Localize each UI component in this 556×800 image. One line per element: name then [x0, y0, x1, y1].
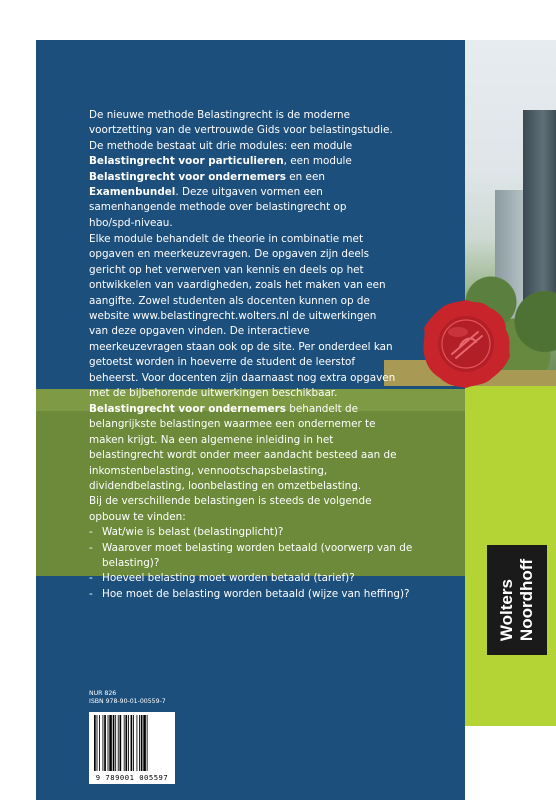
modules-line: beheerst. Voor docenten zijn daarnaast nog extra opgaven: [89, 371, 396, 384]
list-item: - Hoe moet de belasting worden betaald (wijze van heffing)?: [89, 587, 429, 602]
ondernemers-line: belangrijkste belastingen waarmee een ondernemer te: [89, 418, 376, 431]
ondernemers-line: maken krijgt. Na een algemene inleiding in het: [89, 433, 334, 446]
ondernemers-line: belastingrecht wordt onder meer aandacht besteed aan de: [89, 449, 397, 462]
modules-line: met de bijbehorende uitwerkingen beschikbaar.: [89, 387, 338, 400]
modules-line: meerkeuzevragen staan ook op de site. Per onderdeel kan: [89, 340, 393, 353]
book-meta: [89, 690, 166, 706]
barcode-icon: [89, 712, 175, 784]
modules-line: getoetst worden in hoeverre de student de leerstof: [89, 356, 356, 369]
list-item: - Hoeveel belasting moet worden betaald (tarief)?: [89, 571, 429, 586]
modules-line: van deze opgaven vinden. De interactieve: [89, 325, 310, 338]
intro-line: voortzetting van de vertrouwde Gids voor belastingstudie.: [89, 124, 393, 137]
modules-line: website www.belastingrecht.wolters.nl de uitwerkingen: [89, 310, 377, 323]
modules-line: gericht op het verwerven van kennis en deels op het: [89, 263, 364, 276]
intro-line: De nieuwe methode Belastingrecht is de moderne: [89, 109, 351, 121]
barcode-number: 9 789001 005597: [95, 773, 169, 782]
intro-line: De methode bestaat uit drie modules: een module: [89, 139, 353, 152]
intro-paragraph: [89, 108, 429, 231]
intro-line: samenhangende methode over belastingrecht op: [89, 201, 347, 214]
publisher-logo: [497, 559, 537, 641]
ondernemers-text: behandelt de: [285, 403, 359, 415]
module-particulieren: Belastingrecht voor particulieren: [89, 155, 284, 168]
module-examenbundel: Examenbundel: [89, 186, 176, 199]
modules-line: Elke module behandelt de theorie in combinatie met: [89, 233, 364, 245]
book-title: Belastingrecht voor ondernemers: [89, 403, 286, 415]
logo-line: Noordhoff: [517, 558, 536, 642]
ondernemers-line: opbouw te vinden:: [89, 510, 186, 523]
nur-code: NUR 826: [89, 690, 117, 697]
ondernemers-line: inkomstenbelasting, vennootschapsbelasting,: [89, 464, 328, 477]
barcode-bars: [93, 715, 171, 771]
intro-line: hbo/spd-niveau.: [89, 216, 173, 229]
ondernemers-line: dividendbelasting, loonbelasting en omzetbelasting.: [89, 480, 362, 493]
intro-text: , een module: [283, 155, 352, 168]
list-item: - Waarover moet belasting worden betaald (voorwerp van de belasting)?: [89, 541, 429, 572]
list-item: - Wat/wie is belast (belastingplicht)?: [89, 525, 429, 540]
modules-line: aangifte. Zowel studenten als docenten kunnen op de: [89, 294, 370, 307]
structure-list: [89, 525, 429, 602]
intro-text: en een: [285, 170, 325, 183]
wax-seal-icon: [420, 298, 512, 390]
modules-line: opgaven en meerkeuzevragen. De opgaven zijn deels: [89, 248, 370, 261]
ondernemers-line: Bij de verschillende belastingen is steeds de volgende: [89, 495, 372, 508]
logo-line: Wolters: [497, 579, 516, 642]
module-ondernemers: Belastingrecht voor ondernemers: [89, 170, 286, 183]
modules-paragraph: [89, 232, 429, 401]
modules-line: ontwikkelen van vaardigheden, zoals het maken van een: [89, 279, 386, 292]
intro-text: . Deze uitgaven vormen een: [175, 186, 323, 199]
isbn: ISBN 978-90-01-00559-7: [89, 698, 166, 705]
white-corner: [465, 726, 556, 800]
ondernemers-paragraph: [89, 402, 429, 602]
